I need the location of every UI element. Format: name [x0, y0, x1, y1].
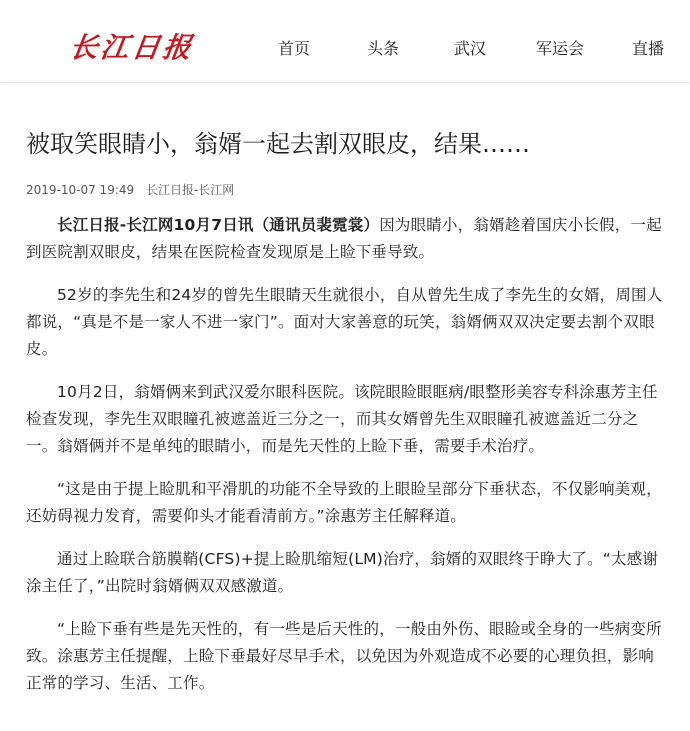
nav-live[interactable]: 直播: [632, 39, 665, 58]
paragraph-text: 10月2日，翁婿俩来到武汉爱尔眼科医院。该院眼睑眼眶病/眼整形美容专科涂惠芳主任检查发现，李先生双眼瞳孔被遮盖近三分之一，而其女婿曾先生双眼瞳孔被遮盖近二分之一。翁婿俩并不是单纯的眼睛小，而是先天性的上睑下垂，需要手术治疗。: [26, 383, 658, 455]
nav-headlines[interactable]: 头条: [367, 39, 400, 58]
paragraph-lead: 长江日报-长江网10月7日讯（通讯员裴霓裳）: [57, 216, 380, 234]
article-title: 被取笑眼睛小，翁婿一起去割双眼皮，结果……: [26, 130, 530, 158]
paragraph-text: “这是由于提上睑肌和平滑肌的功能不全导致的上眼睑呈部分下垂状态，不仅影响美观，还妨碍视力发育，需要仰头才能看清前方。”涂惠芳主任解释道。: [26, 480, 662, 525]
article: [0, 83, 690, 697]
paragraph: [26, 212, 668, 266]
paragraph-text: 52岁的李先生和24岁的曾先生眼睛天生就很小，自从曾先生成了李先生的女婿，周围人都说，“真是不是一家人不进一家门”。面对大家善意的玩笑，翁婿俩双双决定要去割个双眼皮。: [26, 286, 663, 358]
paragraph: [26, 379, 668, 460]
publish-date: 2019-10-07 19:49: [26, 183, 135, 197]
paragraph-text: 通过上睑联合筋膜鞘(CFS)+提上睑肌缩短(LM)治疗，翁婿的双眼终于睁大了。“太感谢涂主任了，”出院时翁婿俩双双感激道。: [26, 550, 659, 595]
article-meta: [26, 181, 668, 198]
site-logo[interactable]: 长江日报: [67, 31, 197, 64]
nav-military-games[interactable]: 军运会: [536, 39, 585, 58]
article-source: 长江日报-长江网: [145, 183, 235, 197]
paragraph: [26, 476, 668, 530]
paragraph-text: “上睑下垂有些是先天性的，有一些是后天性的，一般由外伤、眼睑或全身的一些病变所致。涂惠芳主任提醒，上睑下垂最好尽早手术，以免因为外观造成不必要的心理负担，影响正常的学习、生活、工作。: [26, 620, 662, 692]
paragraph: [26, 616, 668, 697]
nav-wuhan[interactable]: 武汉: [454, 39, 487, 58]
paragraph-text: 因为眼睛小，翁婿趁着国庆小长假，一起到医院割双眼皮，结果在医院检查发现原是上睑下垂导致。: [26, 216, 662, 261]
nav-home[interactable]: 首页: [278, 39, 311, 58]
site-header: [0, 0, 690, 83]
paragraph: [26, 282, 668, 363]
article-body: [26, 212, 668, 697]
paragraph: [26, 546, 668, 600]
